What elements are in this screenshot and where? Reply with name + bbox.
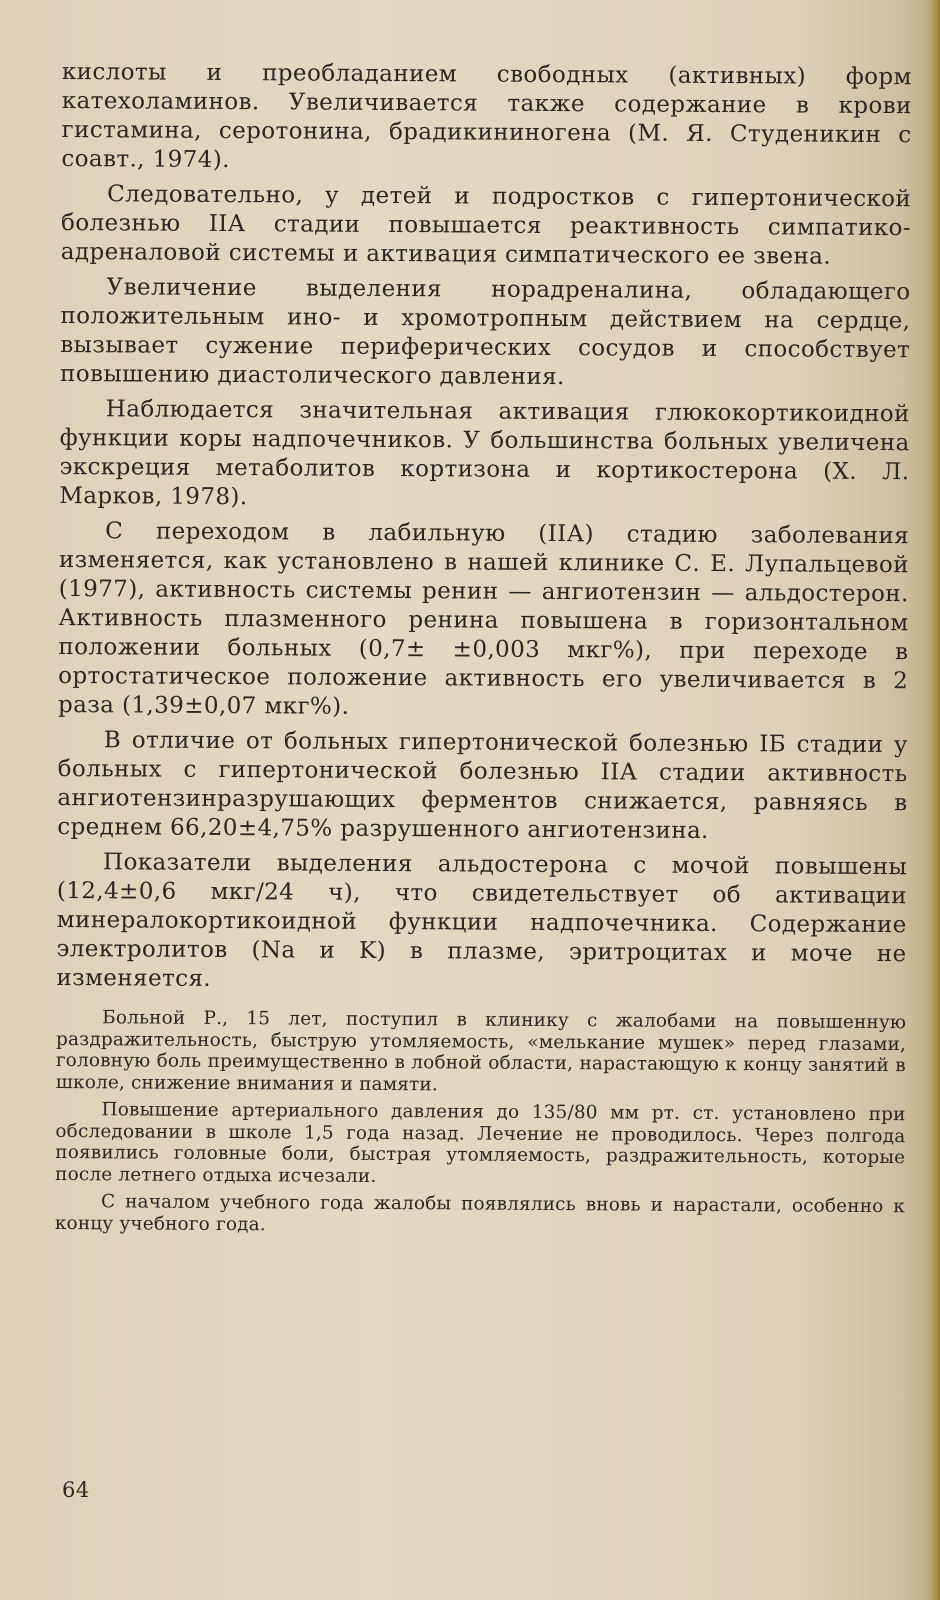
case-paragraph-1: Больной Р., 15 лет, поступил в клинику с жалобами на повышенную раздражительность, быструю утомляемость, «мелькание мушек» перед глазами, головную боль преимущественно в лобной области, нарастающую к концу занятий в школе, снижение внимания и памяти.: [55, 1007, 907, 1095]
main-text: [56, 58, 912, 998]
case-report: [55, 1007, 906, 1239]
page-edge-shadow: [926, 0, 940, 1600]
case-paragraph-2: Повышение артериального давления до 135/80 мм рт. ст. установлено при обследовании в школе 1,5 года назад. Лечение не проводилось. Через полгода появились головные боли, быстрая утомляемость, раздражительность, которые после летнего отдыха исчезали.: [55, 1099, 906, 1187]
paragraph-4: Наблюдается значительная активация глюкокортикоидной функции коры надпочечников. У большинства больных увеличена экскреция метаболитов кортизона и кортикостерона (Х. Л. Марков, 1978).: [59, 396, 910, 511]
paragraph-1: кислоты и преобладанием свободных (активных) форм катехоламинов. Увеличивается также содержание в крови гистамина, серотонина, брадикининогена (М. Я. Студеникин с соавт., 1974).: [61, 58, 912, 174]
page-text-block: [55, 58, 912, 1245]
paragraph-2: Следовательно, у детей и подростков с гипертонической болезнью IIА стадии повышается реактивность симпатико-адреналовой системы и активация симпатического ее звена.: [60, 181, 912, 270]
page-number: 64: [62, 1478, 90, 1502]
paragraph-5: С переходом в лабильную (IIА) стадию заболевания изменяется, как установлено в нашей клинике С. Е. Лупальцевой (1977), активность системы ренин — ангиотензин — альдостерон. Активность плазменного ренина повышена в горизонтальном положении больных (0,7± ±0,003 мкг%), при переходе в ортостатическое положение активность его увеличивается в 2 раза (1,39±0,07 мкг%).: [57, 518, 910, 720]
paragraph-6: В отличие от больных гипертонической болезнью IБ стадии у больных с гипертонической болезнью IIА стадии активность ангиотензинразрушающих ферментов снижается, равняясь в среднем 66,20±4,75% разрушенного ангиотензина.: [57, 727, 908, 844]
paragraph-3: Увеличение выделения норадреналина, обладающего положительным ино- и хромотропным действием на сердце, вызывает сужение периферических сосудов и способствует повышению диастолического давления.: [59, 274, 911, 391]
case-paragraph-3: С началом учебного года жалобы появлялись вновь и нарастали, особенно к концу учебного года.: [54, 1191, 906, 1235]
paragraph-7: Показатели выделения альдостерона с мочой повышены (12,4±0,6 мкг/24 ч), что свидетельствует об активации минералокортикоидной функции надпочечника. Содержание электролитов (Na и K) в плазме, эритроцитах и моче не изменяется.: [56, 849, 908, 992]
